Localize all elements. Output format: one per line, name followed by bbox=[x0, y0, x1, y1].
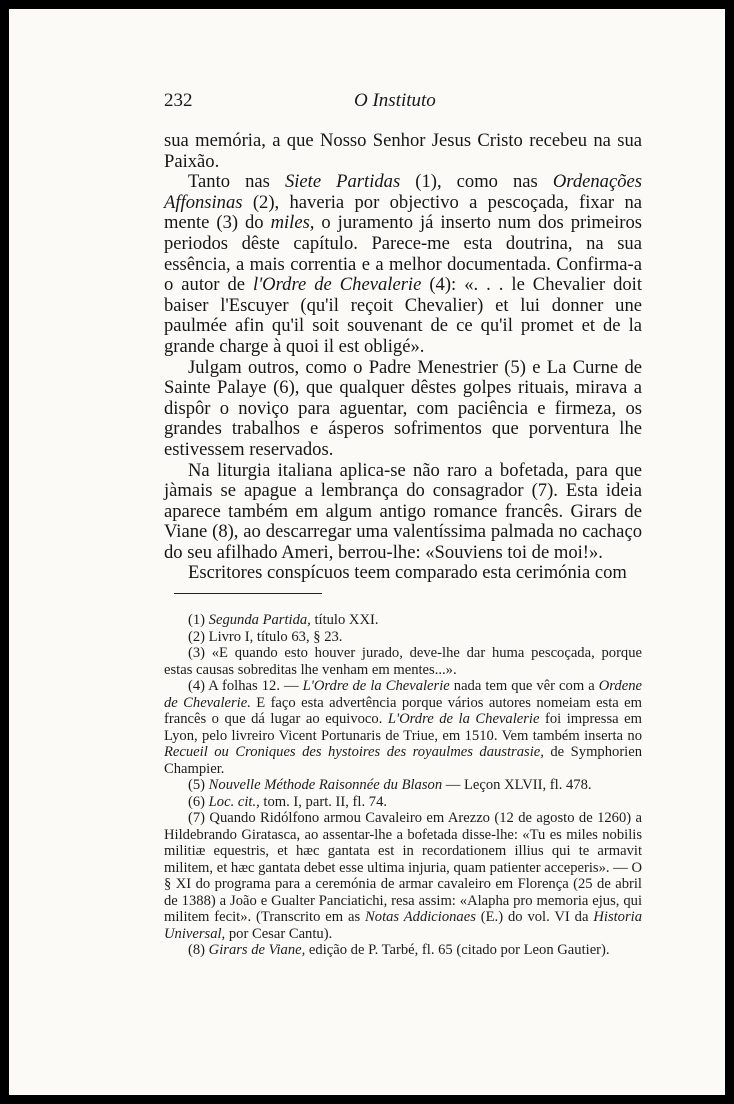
book-page bbox=[9, 9, 725, 1095]
footnote-7: (7) Quando Ridólfono armou Cavaleiro em Arezzo (12 de agosto de 1260) a Hildebrando Giratasca, ao assentar-lhe a bofetada disse-lhe: «Tu es miles nobilis militiæ equestris, et hæc gantata est in recordationem illius qui te armavit militem, et hæc gantata debet esse ultima injuria, quam patienter acceperis». — O § XI do programa para a ceremónia de armar cavaleiro em Florença (25 de abril de 1388) a João e Gualter Panciatichi, resa assim: «Alapha pro memoria ejus, qui militem fecit». (Transcrito em as Notas Addicionaes (E.) do vol. VI da Historia Universal, por Cesar Cantu). bbox=[164, 810, 642, 942]
footnote-1: (1) Segunda Partida, título XXI. bbox=[188, 612, 379, 628]
paragraph-4: Na liturgia italiana aplica-se não raro a bofetada, para que jàmais se apague a lembrança do consagrador (7). Esta ideia aparece também em algum antigo romance francês. Girars de Viane (8), ao descarregar uma valentíssima palmada no cachaço do seu afilhado Ameri, berrou-lhe: «Souviens toi de moi!». bbox=[164, 459, 642, 563]
main-text bbox=[164, 131, 642, 584]
footnote-3: (3) «E quando esto houver jurado, deve-lhe dar huma pescoçada, porque estas causas sobreditas lhe venham em mentes...». bbox=[164, 645, 642, 678]
paragraph-5: Escritores conspícuos teem comparado esta cerimónia com bbox=[188, 562, 627, 584]
paragraph-1: sua memória, a que Nosso Senhor Jesus Cristo recebeu na sua Paixão. bbox=[164, 130, 642, 172]
paragraph-2: Tanto nas Siete Partidas (1), como nas Ordenações Affonsinas (2), haveria por objectivo a pescoçada, fixar na mente (3) do miles, o juramento já inserto num dos primeiros periodos dêste capítulo. Parece-me esta doutrina, na sua essência, a mais correntia e a melhor documentada. Confirma-a o autor de l'Ordre de Chevalerie (4): «. . . le Chevalier doit baiser l'Escuyer (qu'il reçoit Chevalier) et lui donner une paulmée afin qu'il soit souvenant de ce qu'il promet et de la grande charge à quoi il est obligé». bbox=[164, 171, 643, 357]
paragraph-3: Julgam outros, como o Padre Menestrier (5) e La Curne de Sainte Palaye (6), que qualquer dêstes golpes rituais, mirava a dispôr o noviço para aguentar, com paciência e firmeza, os grandes trabalhos e ásperos sofrimentos que porventura lhe estivessem reservados. bbox=[164, 356, 642, 460]
footnote-2: (2) Livro I, título 63, § 23. bbox=[188, 628, 343, 645]
footnote-6: (6) Loc. cit., tom. I, part. II, fl. 74. bbox=[188, 793, 388, 810]
running-title: O Instituto bbox=[354, 90, 436, 111]
footnote-5: (5) Nouvelle Méthode Raisonnée du Blason — Leçon XLVII, fl. 478. bbox=[188, 777, 592, 793]
footnotes bbox=[164, 612, 642, 959]
page-number: 232 bbox=[164, 90, 193, 111]
footnote-8: (8) Girars de Viane, edição de P. Tarbé, fl. 65 (citado por Leon Gautier). bbox=[188, 942, 610, 958]
running-header bbox=[164, 90, 644, 114]
footnote-divider bbox=[174, 593, 322, 594]
footnote-4: (4) A folhas 12. — L'Ordre de la Chevalerie nada tem que vêr com a Ordene de Chevalerie. E faço esta advertência porque vários autores nomeiam esta em francês o que dá lugar ao equivoco. L'Ordre de la Chevalerie foi impressa em Lyon, pelo livreiro Vicent Portunaris de Triue, em 1510. Vem também inserta no Recueil ou Croniques des hystoires des royaulmes daustrasie, de Symphorien Champier. bbox=[164, 678, 643, 777]
